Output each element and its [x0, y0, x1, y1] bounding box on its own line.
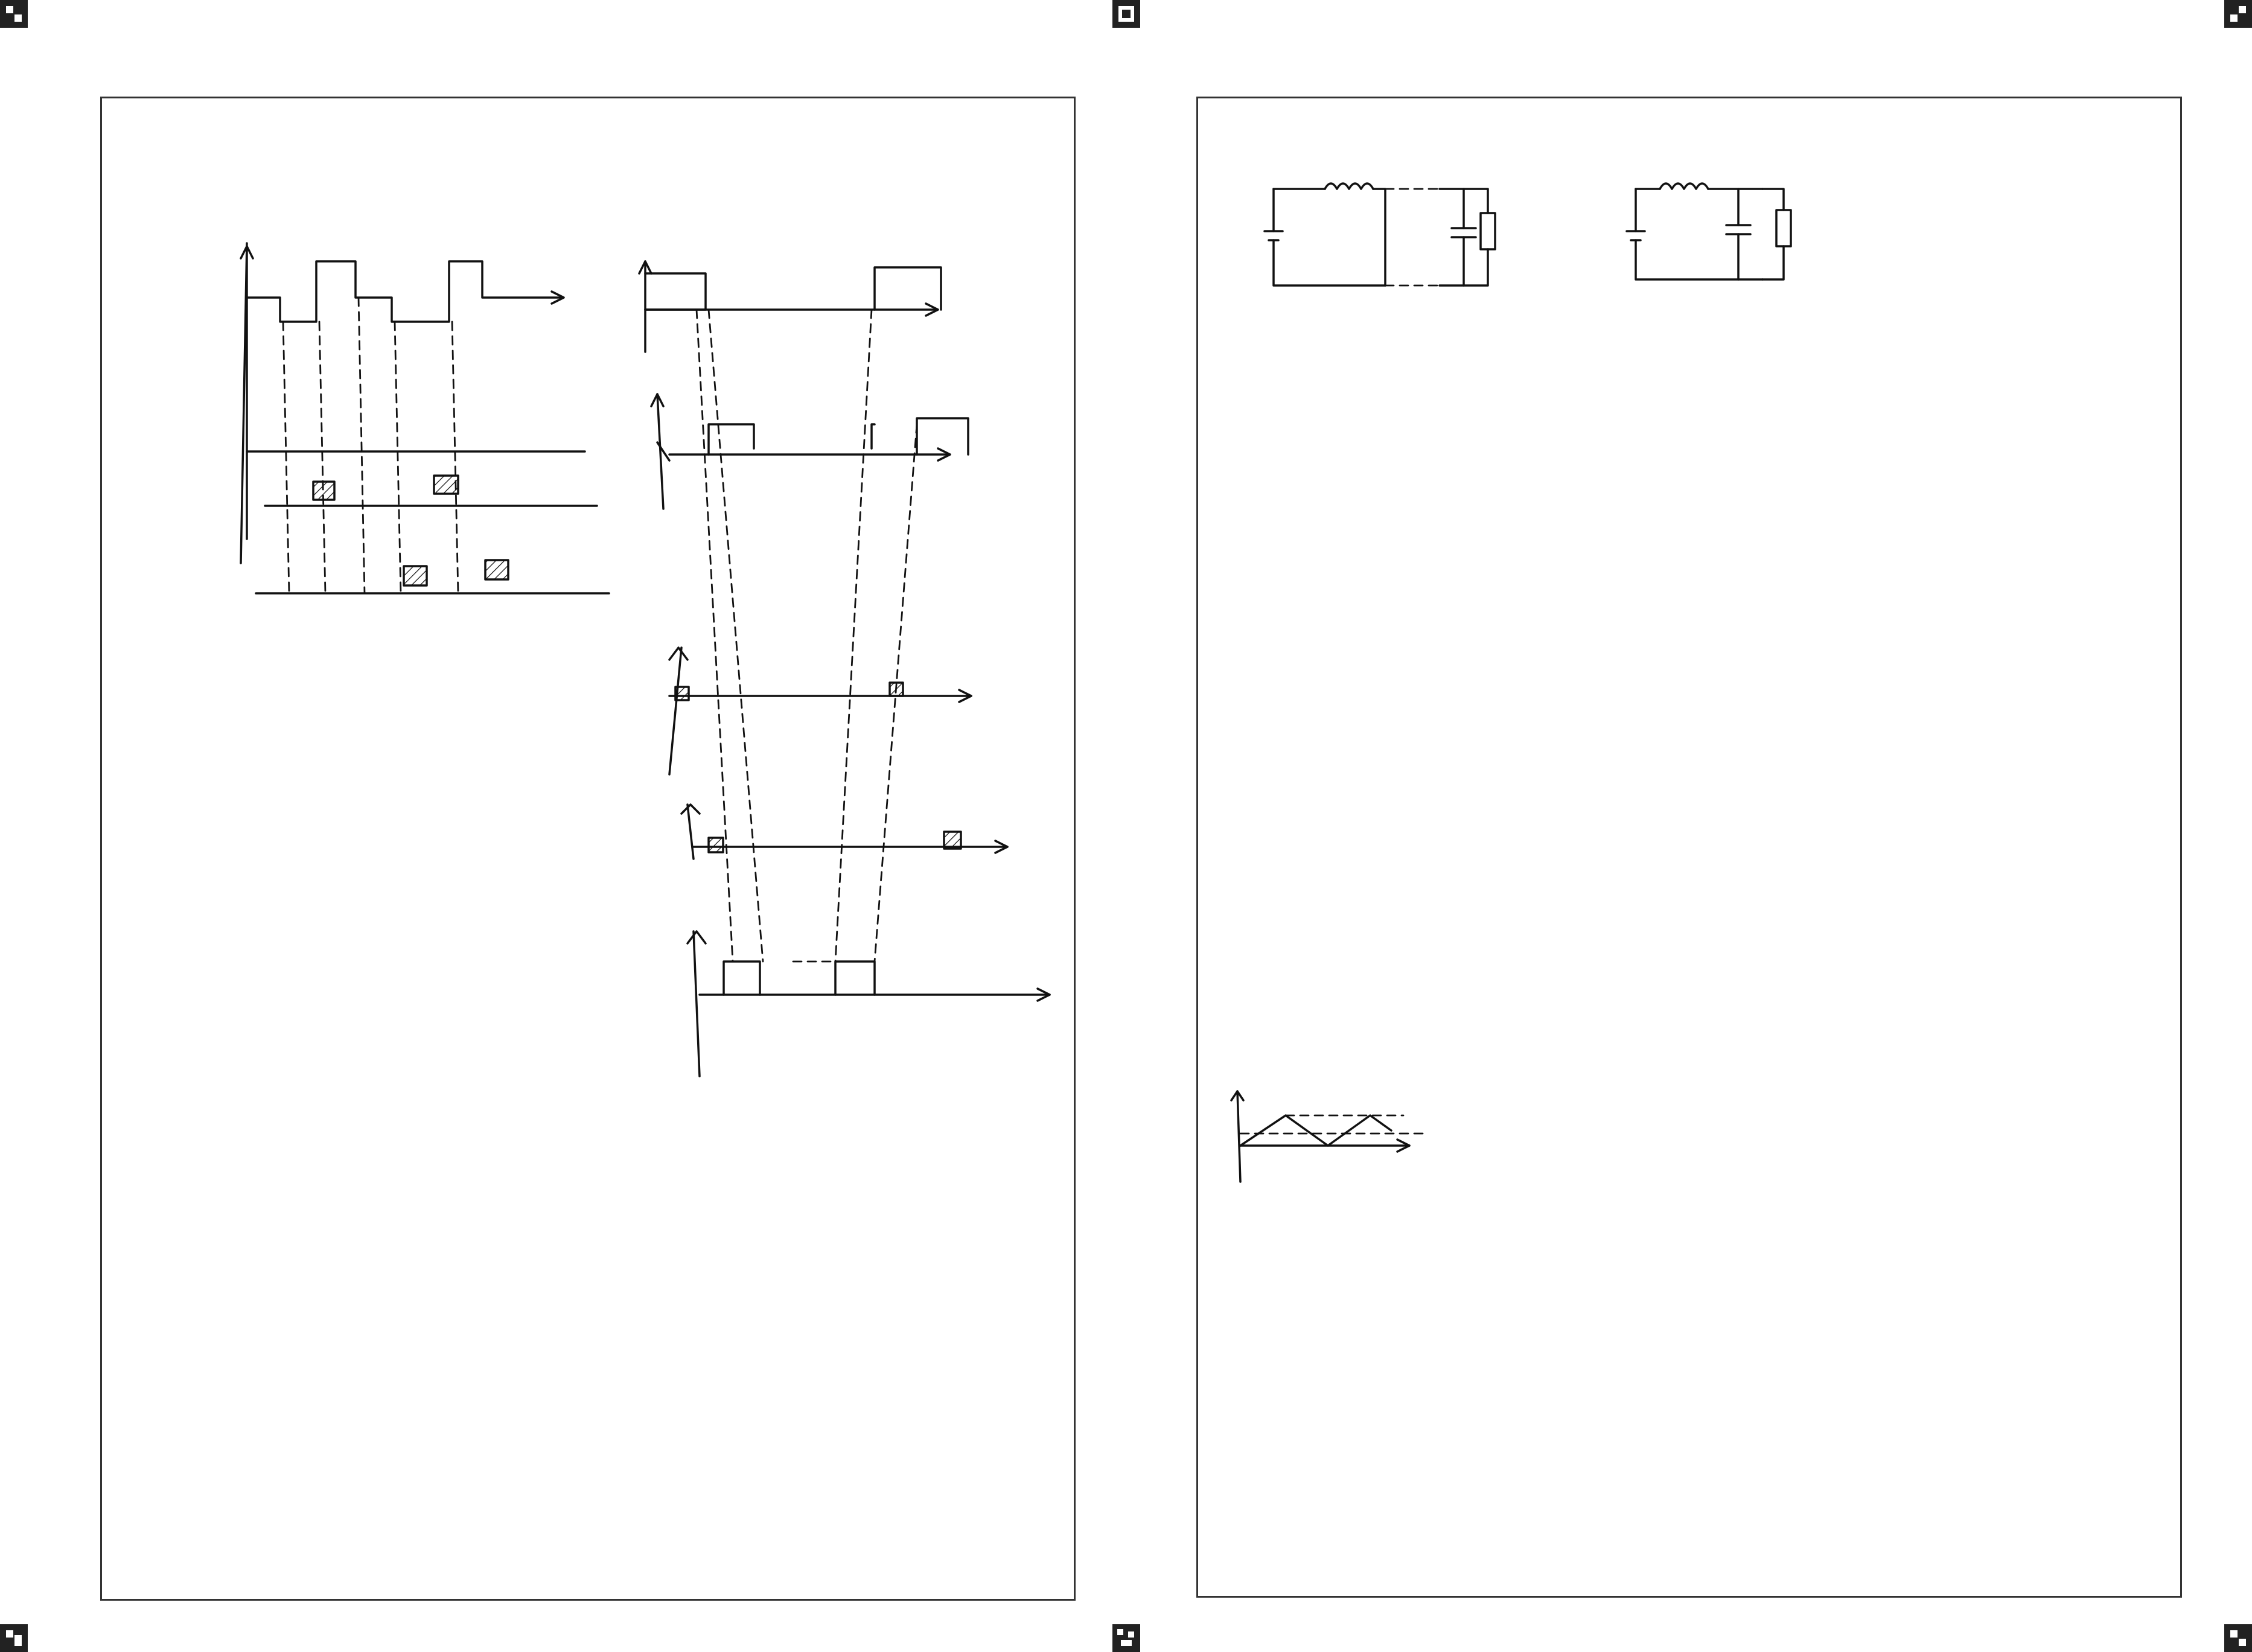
circuit-on-state: [1258, 183, 1530, 292]
right-answer-box: [1196, 97, 2182, 1598]
waveform-180-conduction: [241, 243, 615, 593]
corner-marker-bottom-left: [0, 1624, 28, 1652]
inductor-current-waveform: [1228, 1088, 1446, 1185]
circuit-off-state: [1621, 183, 1820, 285]
waveform-phase-shift: [633, 243, 1019, 955]
corner-marker-top-center: [1112, 0, 1140, 28]
corner-marker-top-left: [0, 0, 28, 28]
left-answer-box: [100, 97, 1076, 1601]
corner-marker-top-right: [2224, 0, 2252, 28]
corner-marker-bottom-right: [2224, 1624, 2252, 1652]
corner-marker-bottom-center: [1112, 1624, 1140, 1652]
